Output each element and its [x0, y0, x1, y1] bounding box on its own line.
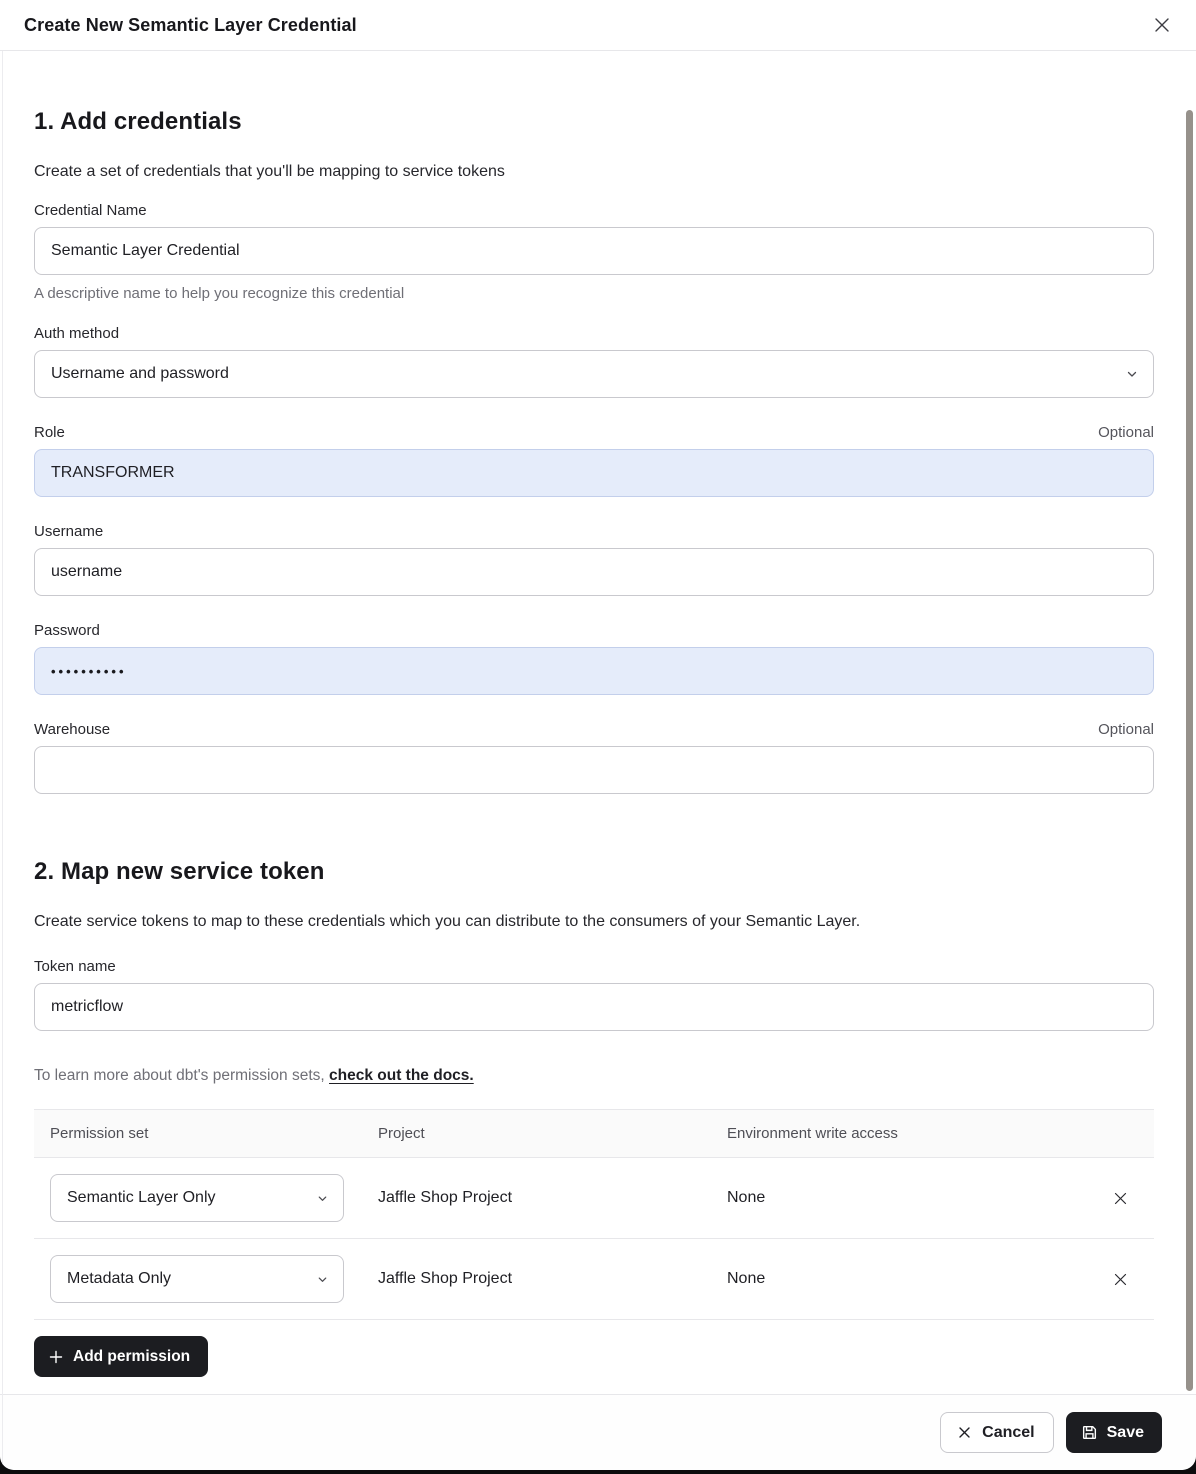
section-2-heading: 2. Map new service token — [34, 858, 325, 885]
password-input[interactable] — [34, 647, 1154, 695]
docs-note-text: To learn more about dbt's permission sets, — [34, 1067, 330, 1084]
save-button[interactable] — [1066, 1412, 1162, 1453]
remove-row-icon — [1111, 1189, 1130, 1208]
section-1-description: Create a set of credentials that you'll be mapping to service tokens — [34, 163, 505, 180]
cancel-button-label: Cancel — [982, 1423, 1035, 1441]
remove-row-button[interactable] — [1102, 1180, 1138, 1216]
save-button-label: Save — [1106, 1423, 1144, 1441]
auth-method-selected-value: Username and password — [51, 365, 229, 382]
role-optional-tag: Optional — [1098, 424, 1154, 441]
permission-set-select[interactable] — [50, 1255, 344, 1303]
section-2-description: Create service tokens to map to these credentials which you can distribute to the consumers of your Semantic Layer. — [34, 913, 861, 930]
add-permission-label: Add permission — [73, 1347, 191, 1365]
cancel-button[interactable] — [940, 1412, 1053, 1453]
chevron-down-icon — [1125, 367, 1139, 381]
close-button[interactable] — [1146, 9, 1178, 41]
credential-name-label: Credential Name — [34, 202, 147, 219]
modal-title: Create New Semantic Layer Credential — [24, 14, 357, 35]
table-row — [34, 1239, 1154, 1320]
env-write-access-cell: None — [727, 1189, 766, 1206]
permissions-table — [34, 1109, 1154, 1320]
vertical-scrollbar[interactable] — [1186, 110, 1193, 1391]
docs-note — [34, 1067, 1154, 1085]
docs-link[interactable]: check out the docs. — [329, 1067, 474, 1084]
modal-header — [0, 0, 1196, 51]
auth-method-select[interactable] — [34, 350, 1154, 398]
warehouse-label: Warehouse — [34, 721, 111, 738]
chevron-down-icon — [316, 1273, 329, 1286]
token-name-label: Token name — [34, 958, 116, 975]
chevron-down-icon — [316, 1192, 329, 1205]
role-label: Role — [34, 424, 65, 441]
env-write-access-cell: None — [727, 1270, 766, 1287]
password-label: Password — [34, 622, 100, 639]
project-cell: Jaffle Shop Project — [378, 1189, 513, 1206]
role-input[interactable] — [34, 449, 1154, 497]
permission-set-selected-value: Metadata Only — [67, 1270, 172, 1287]
token-name-input[interactable] — [34, 983, 1154, 1031]
warehouse-optional-tag: Optional — [1098, 721, 1154, 738]
username-input[interactable] — [34, 548, 1154, 596]
warehouse-input[interactable] — [34, 746, 1154, 794]
save-floppy-icon — [1081, 1424, 1098, 1441]
column-project: Project — [378, 1125, 425, 1142]
username-label: Username — [34, 523, 104, 540]
section-1-heading: 1. Add credentials — [34, 108, 242, 135]
table-row — [34, 1158, 1154, 1239]
remove-row-icon — [1111, 1270, 1130, 1289]
modal-body — [0, 51, 1196, 1394]
modal-left-edge — [2, 51, 3, 1466]
column-permission-set: Permission set — [50, 1125, 149, 1142]
cancel-x-icon — [956, 1424, 973, 1441]
permission-set-select[interactable] — [50, 1174, 344, 1222]
close-icon — [1151, 14, 1173, 36]
remove-row-button[interactable] — [1102, 1261, 1138, 1297]
credential-name-input[interactable] — [34, 227, 1154, 275]
column-env-write-access: Environment write access — [727, 1125, 898, 1142]
project-cell: Jaffle Shop Project — [378, 1270, 513, 1287]
plus-icon — [48, 1349, 64, 1365]
add-permission-button[interactable] — [34, 1336, 208, 1377]
modal-footer — [0, 1394, 1196, 1470]
permissions-table-header — [34, 1110, 1154, 1158]
permission-set-selected-value: Semantic Layer Only — [67, 1189, 216, 1206]
credential-name-helper: A descriptive name to help you recognize this credential — [34, 285, 405, 302]
auth-method-label: Auth method — [34, 325, 120, 342]
